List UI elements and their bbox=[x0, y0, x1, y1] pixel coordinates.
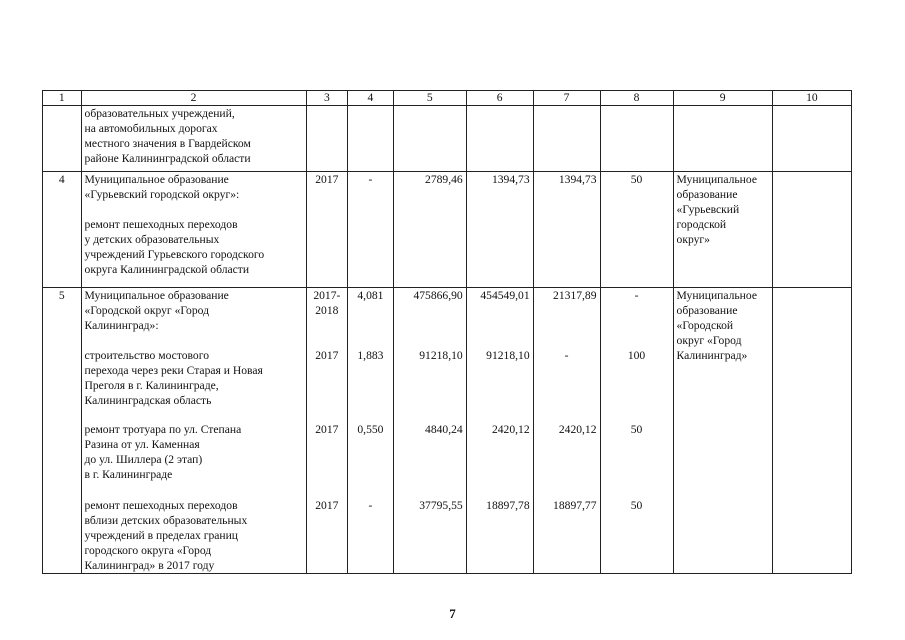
sub-item-percent: 50 bbox=[630, 423, 643, 436]
sub-item-period: 2017- 2018 bbox=[313, 289, 341, 317]
column-header: 7 bbox=[533, 91, 600, 106]
cell-col10 bbox=[772, 288, 851, 574]
cell-length bbox=[348, 288, 394, 574]
cell-total bbox=[393, 106, 466, 172]
sub-item-total: 4840,24 bbox=[425, 423, 463, 436]
page-number: 7 bbox=[449, 606, 456, 621]
table-row bbox=[43, 288, 852, 574]
cell-col10 bbox=[772, 172, 851, 288]
cell-percent: 50 bbox=[600, 172, 673, 288]
cell-length bbox=[348, 106, 394, 172]
data-table bbox=[42, 90, 852, 574]
table-row bbox=[43, 172, 852, 288]
cell-length: - bbox=[348, 172, 394, 288]
sub-item-period: 2017 bbox=[315, 499, 339, 512]
sub-item-length: 0,550 bbox=[357, 423, 384, 436]
cell-value-6 bbox=[466, 288, 533, 574]
table-row bbox=[43, 106, 852, 172]
cell-recipient bbox=[673, 106, 772, 172]
sub-item-total: 475866,90 bbox=[413, 289, 463, 302]
cell-number: 4 bbox=[43, 172, 82, 288]
sub-item-value-7: 21317,89 bbox=[553, 289, 597, 302]
column-header: 8 bbox=[600, 91, 673, 106]
cell-value-7 bbox=[533, 288, 600, 574]
cell-value-6 bbox=[466, 106, 533, 172]
column-header: 4 bbox=[348, 91, 394, 106]
sub-item-text: строительство мостового перехода через реки Старая и Новая Преголя в г. Калининграде, Калининградская область bbox=[84, 349, 263, 407]
sub-item-total: 37795,55 bbox=[419, 499, 463, 512]
sub-item-period: 2017 bbox=[315, 349, 339, 362]
sub-item-value-6: 18897,78 bbox=[486, 499, 530, 512]
sub-item-value-7: 18897,77 bbox=[553, 499, 597, 512]
sub-item-value-6: 2420,12 bbox=[491, 423, 530, 436]
cell-description: образовательных учреждений, на автомобильных дорогах местного значения в Гвардейском районе Калининградской области bbox=[81, 106, 306, 172]
sub-item-text: ремонт пешеходных переходов вблизи детских образовательных учреждений в пределах границ городского округа «Город Калининград» в 2017 году bbox=[84, 499, 248, 572]
sub-item-percent: 50 bbox=[630, 499, 643, 512]
sub-item-text: Муниципальное образование «Городской округ «Город Калининград»: bbox=[84, 289, 229, 332]
column-header: 3 bbox=[306, 91, 348, 106]
column-header: 10 bbox=[772, 91, 851, 106]
sub-item-length: 4,081 bbox=[357, 289, 384, 302]
sub-item-value-6: 454549,01 bbox=[480, 289, 530, 302]
cell-percent bbox=[600, 106, 673, 172]
table-header-row bbox=[43, 91, 852, 106]
cell-description bbox=[81, 288, 306, 574]
cell-value-6: 1394,73 bbox=[466, 172, 533, 288]
cell-percent bbox=[600, 288, 673, 574]
cell-col10 bbox=[772, 106, 851, 172]
column-header: 6 bbox=[466, 91, 533, 106]
cell-recipient: Муниципальное образование «Городской округ «Город Калининград» bbox=[673, 288, 772, 574]
column-header: 5 bbox=[393, 91, 466, 106]
sub-item-percent: 100 bbox=[627, 349, 646, 362]
cell-description: Муниципальное образование «Гурьевский городской округ»: ремонт пешеходных переходов у детских образовательных учреждений Гурьевского городского округа Калининградской области bbox=[81, 172, 306, 288]
sub-item-value-7: - bbox=[564, 349, 569, 362]
cell-recipient: Муниципальное образование «Гурьевский городской округ» bbox=[673, 172, 772, 288]
cell-number bbox=[43, 106, 82, 172]
cell-period bbox=[306, 288, 348, 574]
column-header: 9 bbox=[673, 91, 772, 106]
sub-item-length: 1,883 bbox=[357, 349, 384, 362]
cell-value-7 bbox=[533, 106, 600, 172]
sub-item-percent: - bbox=[634, 289, 639, 302]
sub-item-value-7: 2420,12 bbox=[558, 423, 597, 436]
column-header: 2 bbox=[81, 91, 306, 106]
cell-period: 2017 bbox=[306, 172, 348, 288]
sub-item-period: 2017 bbox=[315, 423, 339, 436]
sub-item-text: ремонт тротуара по ул. Степана Разина от ул. Каменная до ул. Шиллера (2 этап) в г. Калининграде bbox=[84, 423, 242, 481]
sub-item-total: 91218,10 bbox=[419, 349, 463, 362]
sub-item-value-6: 91218,10 bbox=[486, 349, 530, 362]
cell-total bbox=[393, 288, 466, 574]
column-header: 1 bbox=[43, 91, 82, 106]
cell-number: 5 bbox=[43, 288, 82, 574]
cell-value-7: 1394,73 bbox=[533, 172, 600, 288]
sub-item-length: - bbox=[368, 499, 373, 512]
cell-total: 2789,46 bbox=[393, 172, 466, 288]
cell-period bbox=[306, 106, 348, 172]
